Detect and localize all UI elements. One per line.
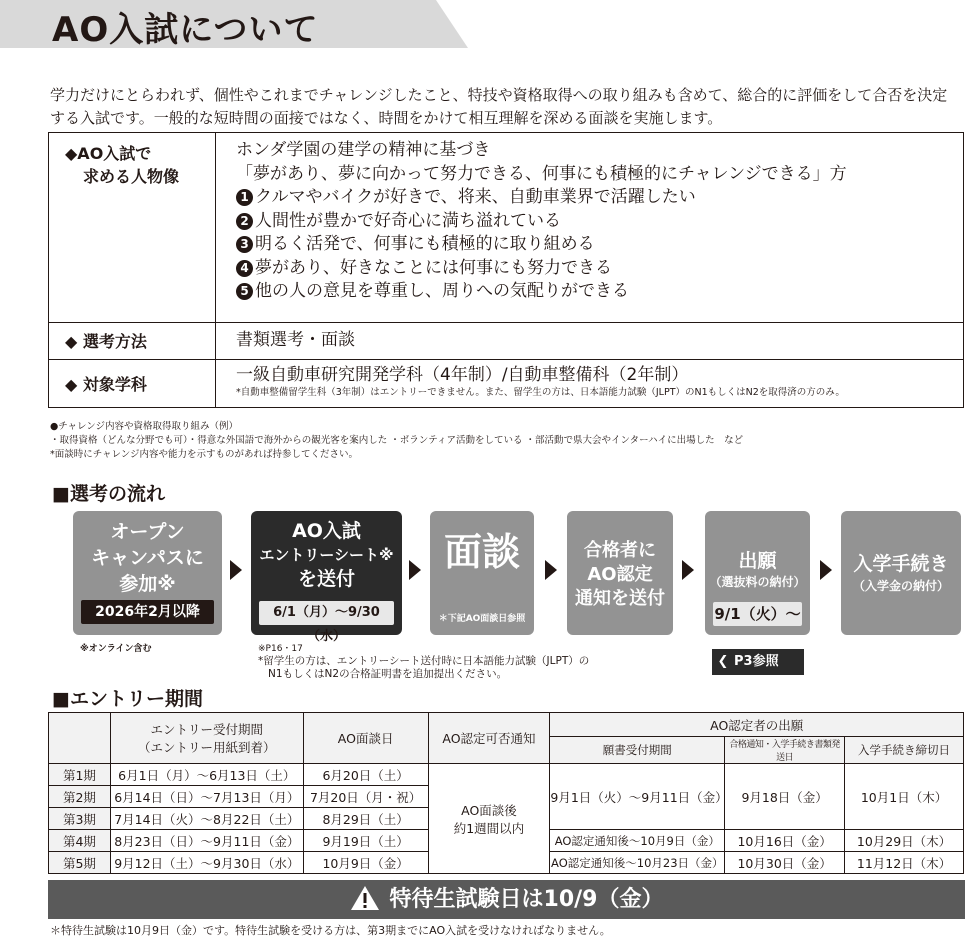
footnote: ＊特待生試験は10月9日（金）です。特待生試験を受ける方は、第3期までにAO入試を受けなければなりません。 (50, 924, 611, 937)
step-note: ※P16・17 (258, 644, 303, 654)
dept-note: *自動車整備留学生科（3年制）はエントリーできません。また、留学生の方は、日本語能力試験（JLPT）のN1もしくはN2を取得済の方のみ。 (236, 387, 845, 398)
dept-text: 一級自動車研究開発学科（4年制）/自動車整備科（2年制） (236, 364, 689, 385)
apply-period-cell: AO認定通知後～10月23日（金） (550, 852, 725, 874)
date-pill: 6/1（月）～9/30（水） (259, 601, 394, 625)
send-date-cell: 10月16日（金） (725, 830, 845, 852)
period-cell: 7月14日（火）～8月22日（土） (110, 808, 303, 830)
period-cell: 9月12日（土）～9月30日（水） (110, 852, 303, 874)
step-text: 通知を送付 (575, 588, 665, 609)
header-deadline: 入学手続き締切日 (845, 737, 964, 764)
term-cell: 第1期 (49, 764, 111, 786)
number-badge: 3 (236, 236, 253, 253)
step-interview (430, 511, 534, 635)
step-text: （選抜料の納付） (709, 575, 806, 589)
step-text: AO認定 (587, 564, 653, 585)
target-dept-header: ◆ 対象学科 (49, 359, 216, 407)
note-line: ・取得資格（どんな分野でも可）・得意な外国語で海外からの観光客を案内した ・ボランティア活動をしている ・部活動で県大会やインターハイに出場した など (50, 435, 744, 446)
wanted-person-header (49, 133, 216, 323)
scholarship-banner (48, 880, 965, 919)
header-text: エントリー受付期間 (150, 722, 264, 737)
send-date-cell: 10月30日（金） (725, 852, 845, 874)
entry-period-table (48, 712, 964, 874)
selection-method-body: 書類選考・面談 (216, 323, 964, 360)
page-title: AO入試について (52, 10, 319, 50)
wanted-person-body (216, 133, 964, 323)
interview-cell: 8月29日（土） (303, 808, 428, 830)
step-entry-sheet (251, 511, 402, 644)
step-enrollment (841, 511, 961, 635)
term-cell: 第3期 (49, 808, 111, 830)
note-line: ●チャレンジ内容や資格取得取り組み（例） (50, 421, 239, 432)
deadline-cell: 11月12日（木） (845, 852, 964, 874)
banner-text: 特待生試験日は10/9（金） (389, 887, 664, 912)
step-text: 参加※ (119, 573, 176, 595)
arrow-right-icon (545, 560, 557, 580)
number-badge: 5 (236, 283, 253, 300)
warning-icon (350, 885, 380, 911)
step-note (258, 655, 589, 681)
term-cell: 第4期 (49, 830, 111, 852)
header-blank (49, 713, 111, 764)
step-text: 入学手続き (853, 553, 949, 575)
header-interview: AO面談日 (303, 713, 428, 764)
step-text: （入学金の納付） (852, 579, 949, 593)
step-text: を送付 (297, 568, 355, 590)
interview-cell: 6月20日（土） (303, 764, 428, 786)
reference-label: P3参照 (734, 654, 779, 669)
list-item-text: 人間性が豊かで好奇心に満ち溢れている (255, 210, 561, 231)
send-date-cell: 9月18日（金） (725, 764, 845, 830)
period-cell: 6月14日（日）～7月13日（月） (110, 786, 303, 808)
step-text: AO入試 (292, 520, 361, 542)
step-text: 出願 (738, 550, 777, 572)
step-note: ＊下記AO面談日参照 (438, 614, 526, 624)
arrow-right-icon (409, 560, 421, 580)
step-text: エントリーシート※ (259, 546, 394, 564)
step-text: 合格者に (584, 540, 656, 561)
header-apply-period: 願書受付期間 (550, 737, 725, 764)
header-text: （エントリー用紙到着） (138, 740, 276, 755)
list-item-text: 他の人の意見を尊重し、周りへの気配りができる (255, 281, 629, 301)
interview-cell: 7月20日（月・祝） (303, 786, 428, 808)
result-cell (428, 764, 550, 874)
step-text: 面談 (443, 530, 520, 574)
result-text: 約1週間以内 (453, 820, 525, 836)
step-application (705, 511, 810, 635)
flow-section-title: ■選考の流れ (52, 483, 165, 505)
header-line: ◆AO入試で (65, 144, 152, 163)
step-open-campus (73, 511, 222, 635)
body-line: ホンダ学園の建学の精神に基づき (236, 140, 491, 160)
list-item-text: 明るく活発で、何事にも積極的に取り組める (255, 234, 595, 254)
date-pill: 2026年2月以降 (81, 600, 214, 624)
page-reference-button[interactable] (712, 649, 804, 675)
header-apply: AO認定者の出願 (550, 713, 964, 737)
arrow-right-icon (820, 560, 832, 580)
apply-period-cell: AO認定通知後～10月9日（金） (550, 830, 725, 852)
arrow-right-icon (682, 560, 694, 580)
ao-info-table (48, 132, 964, 408)
entry-section-title: ■エントリー期間 (52, 688, 203, 710)
list-item (236, 186, 963, 210)
step-ao-notice (567, 511, 673, 635)
deadline-cell: 10月1日（木） (845, 764, 964, 830)
number-badge: 2 (236, 213, 253, 230)
step-text: キャンパスに (91, 547, 204, 569)
list-item-text: クルマやバイクが好きで、将来、自動車業界で活躍したい (255, 187, 696, 207)
note-line: *留学生の方は、エントリーシート送付時に日本語能力試験（JLPT）の (258, 655, 590, 667)
note-line: N1もしくはN2の合格証明書を追加提出ください。 (268, 668, 508, 680)
result-text: AO面談後 (461, 802, 517, 818)
deadline-cell: 10月29日（木） (845, 830, 964, 852)
term-cell: 第5期 (49, 852, 111, 874)
list-item (236, 280, 963, 304)
selection-method-header: ◆ 選考方法 (49, 323, 216, 360)
list-item (236, 233, 963, 257)
target-dept-body (216, 359, 964, 407)
number-badge: 1 (236, 189, 253, 206)
header-result: AO認定可否通知 (428, 713, 550, 764)
table-row (49, 764, 964, 786)
note-line: *面談時にチャレンジ内容や能力を示すものがあれば持参してください。 (50, 449, 358, 460)
header-line: 求める人物像 (83, 167, 180, 186)
number-badge: 4 (236, 260, 253, 277)
header-send-date: 合格通知・入学手続き書類発送日 (725, 737, 845, 764)
term-cell: 第2期 (49, 786, 111, 808)
intro-text: 学力だけにとらわれず、個性やこれまでチャレンジしたこと、特技や資格取得への取り組みも含めて、総合的に評価をして合否を決定する入試です。一般的な短時間の面接ではなく、時間をかけて相互理解を深める面談を実施します。 (50, 86, 948, 127)
challenge-notes (50, 420, 743, 462)
body-line: 「夢があり、夢に向かって努力できる、何事にも積極的にチャレンジできる」方 (236, 163, 847, 184)
period-cell: 6月1日（月）～6月13日（土） (110, 764, 303, 786)
interview-cell: 10月9日（金） (303, 852, 428, 874)
interview-cell: 9月19日（土） (303, 830, 428, 852)
list-item-text: 夢があり、好きなことには何事にも努力できる (255, 257, 612, 278)
chevron-left-icon: ❮ (717, 654, 729, 669)
step-text: オープン (110, 521, 185, 543)
date-pill: 9/1（火）～ (713, 602, 802, 626)
apply-period-cell: 9月1日（火）～9月11日（金） (550, 764, 725, 830)
step-note: ※オンライン含む (80, 644, 152, 654)
list-item (236, 210, 963, 234)
period-cell: 8月23日（日）～9月11日（金） (110, 830, 303, 852)
list-item (236, 257, 963, 281)
arrow-right-icon (230, 560, 242, 580)
header-entry-period (110, 713, 303, 764)
